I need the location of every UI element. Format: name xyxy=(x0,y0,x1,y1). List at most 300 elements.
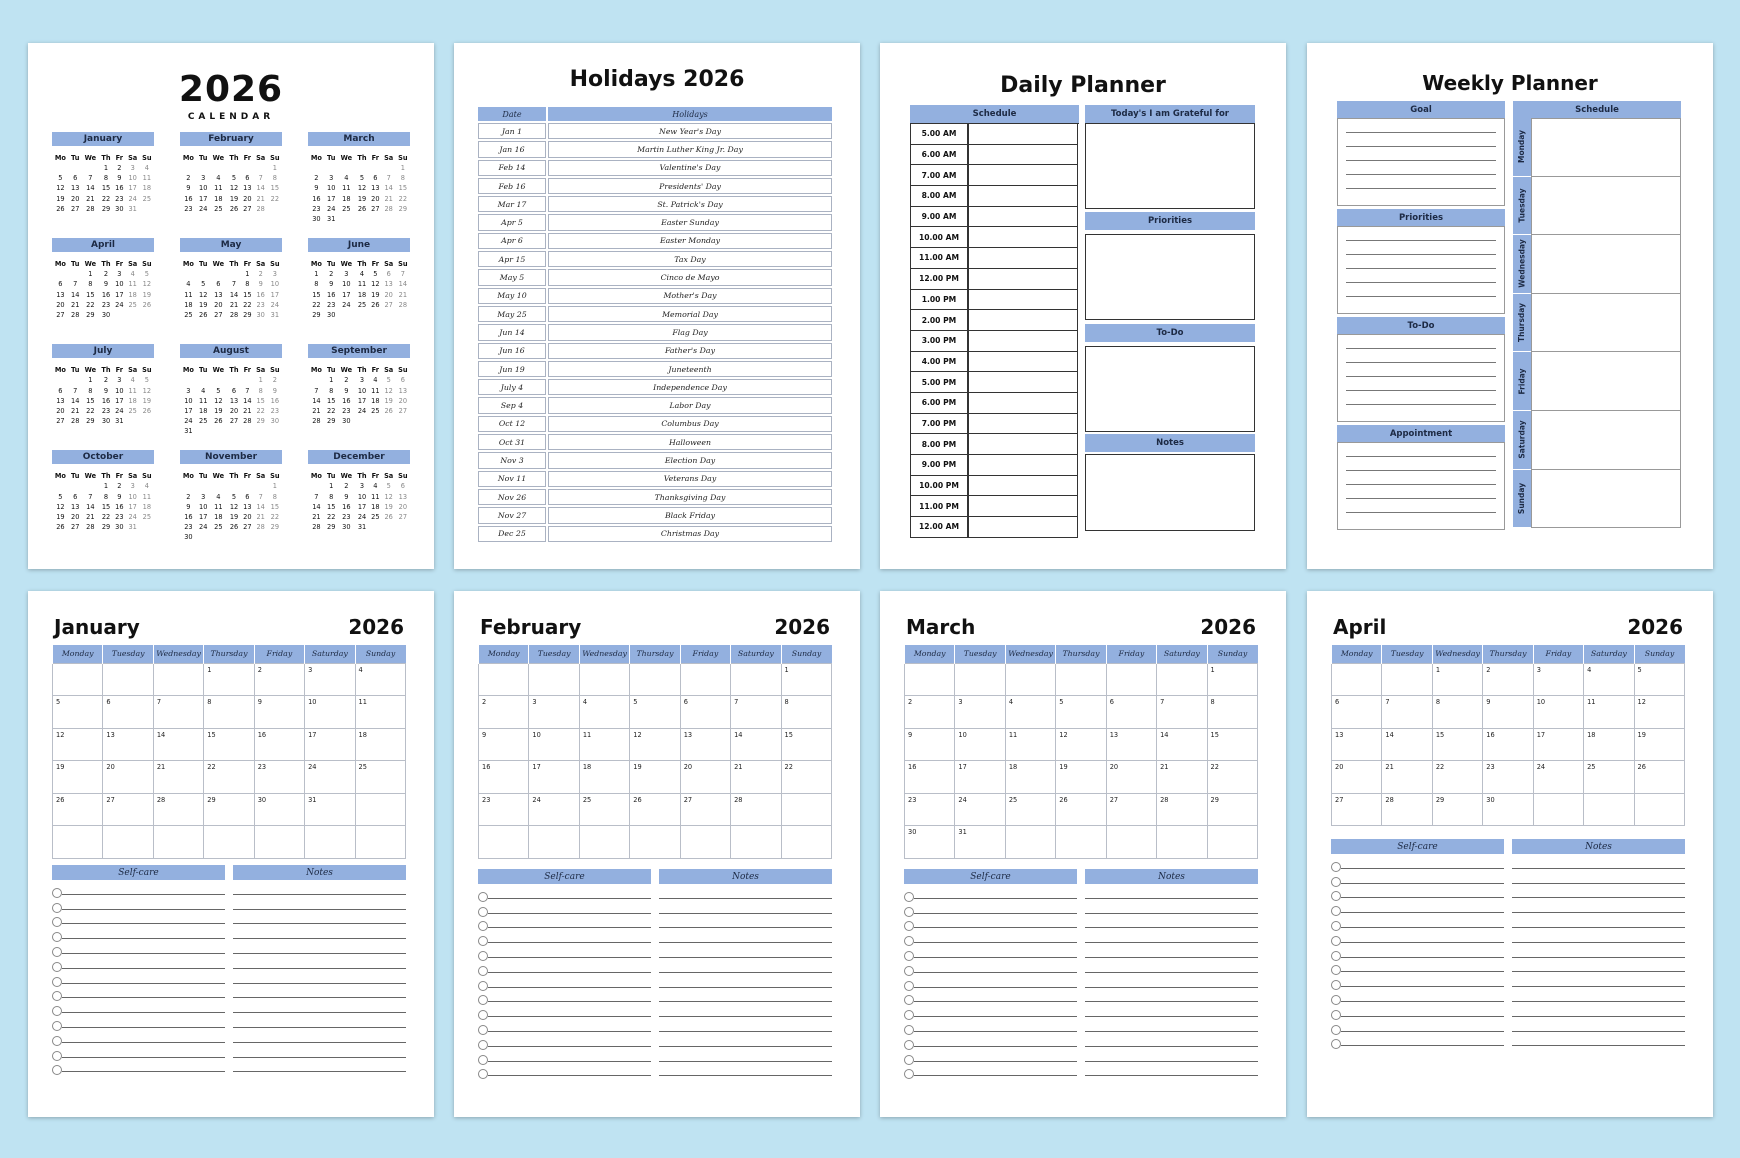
notes-line[interactable] xyxy=(1085,958,1258,973)
day-cell[interactable]: 3 xyxy=(955,696,1005,729)
notes-line[interactable] xyxy=(659,973,832,988)
day-cell[interactable] xyxy=(1584,793,1634,826)
day-cell[interactable]: 30 xyxy=(905,826,955,859)
schedule-slot[interactable] xyxy=(968,310,1078,331)
day-cell[interactable]: 4 xyxy=(355,663,405,696)
day-cell[interactable]: 7 xyxy=(1382,696,1432,729)
day-cell[interactable]: 9 xyxy=(1483,696,1533,729)
notes-line[interactable] xyxy=(1085,1017,1258,1032)
notes-line[interactable] xyxy=(1085,973,1258,988)
day-cell[interactable]: 12 xyxy=(53,728,103,761)
day-cell[interactable]: 29 xyxy=(1207,793,1257,826)
day-cell[interactable] xyxy=(254,826,304,859)
selfcare-line[interactable] xyxy=(1341,972,1504,987)
selfcare-line[interactable] xyxy=(488,914,651,929)
notes-line[interactable] xyxy=(1085,914,1258,929)
day-cell[interactable]: 11 xyxy=(579,728,629,761)
schedule-slot[interactable] xyxy=(968,517,1078,538)
notes-line[interactable] xyxy=(659,914,832,929)
day-cell[interactable]: 27 xyxy=(680,793,730,826)
notes-line[interactable] xyxy=(233,910,406,925)
selfcare-line[interactable] xyxy=(914,1062,1077,1077)
priorities-box[interactable] xyxy=(1085,234,1255,320)
notes-line[interactable] xyxy=(659,1062,832,1077)
day-cell[interactable] xyxy=(529,663,579,696)
day-cell[interactable]: 29 xyxy=(204,793,254,826)
day-cell[interactable]: 20 xyxy=(1106,761,1156,794)
notes-line[interactable] xyxy=(1085,884,1258,899)
day-cell[interactable]: 1 xyxy=(1432,663,1482,696)
selfcare-line[interactable] xyxy=(62,969,225,984)
day-cell[interactable] xyxy=(1207,826,1257,859)
day-cell[interactable] xyxy=(204,826,254,859)
notes-line[interactable] xyxy=(1512,1017,1685,1032)
notes-line[interactable] xyxy=(1512,1002,1685,1017)
selfcare-line[interactable] xyxy=(1341,987,1504,1002)
weekly-day-box[interactable] xyxy=(1531,411,1681,470)
day-cell[interactable]: 27 xyxy=(1106,793,1156,826)
day-cell[interactable]: 26 xyxy=(1634,761,1684,794)
day-cell[interactable]: 18 xyxy=(1005,761,1055,794)
day-cell[interactable]: 14 xyxy=(731,728,781,761)
day-cell[interactable]: 3 xyxy=(305,663,355,696)
day-cell[interactable]: 10 xyxy=(305,696,355,729)
day-cell[interactable] xyxy=(529,826,579,859)
day-cell[interactable] xyxy=(1533,793,1583,826)
schedule-slot[interactable] xyxy=(968,434,1078,455)
schedule-slot[interactable] xyxy=(968,186,1078,207)
day-cell[interactable]: 23 xyxy=(905,793,955,826)
selfcare-line[interactable] xyxy=(62,880,225,895)
day-cell[interactable]: 22 xyxy=(204,761,254,794)
day-cell[interactable]: 25 xyxy=(1005,793,1055,826)
selfcare-line[interactable] xyxy=(62,998,225,1013)
day-cell[interactable] xyxy=(305,826,355,859)
day-cell[interactable]: 13 xyxy=(680,728,730,761)
weekly-day-box[interactable] xyxy=(1531,470,1681,529)
selfcare-line[interactable] xyxy=(488,943,651,958)
notes-line[interactable] xyxy=(1512,958,1685,973)
day-cell[interactable]: 1 xyxy=(204,663,254,696)
day-cell[interactable] xyxy=(479,663,529,696)
selfcare-line[interactable] xyxy=(1341,854,1504,869)
notes-line[interactable] xyxy=(1085,988,1258,1003)
notes-box[interactable] xyxy=(1085,454,1255,531)
day-cell[interactable]: 16 xyxy=(479,761,529,794)
day-cell[interactable]: 5 xyxy=(1634,663,1684,696)
day-cell[interactable] xyxy=(731,663,781,696)
day-cell[interactable] xyxy=(355,826,405,859)
weekly-day-box[interactable] xyxy=(1531,235,1681,294)
selfcare-line[interactable] xyxy=(914,1032,1077,1047)
day-cell[interactable] xyxy=(1157,826,1207,859)
day-cell[interactable]: 15 xyxy=(1432,728,1482,761)
notes-line[interactable] xyxy=(233,880,406,895)
selfcare-line[interactable] xyxy=(1341,943,1504,958)
weekly-day-box[interactable] xyxy=(1531,118,1681,177)
day-cell[interactable]: 2 xyxy=(479,696,529,729)
day-cell[interactable]: 31 xyxy=(305,793,355,826)
day-cell[interactable]: 29 xyxy=(1432,793,1482,826)
day-cell[interactable]: 13 xyxy=(1106,728,1156,761)
day-cell[interactable] xyxy=(1382,663,1432,696)
day-cell[interactable]: 15 xyxy=(781,728,831,761)
notes-line[interactable] xyxy=(1512,913,1685,928)
day-cell[interactable] xyxy=(680,826,730,859)
day-cell[interactable]: 3 xyxy=(529,696,579,729)
day-cell[interactable] xyxy=(1157,663,1207,696)
notes-line[interactable] xyxy=(233,998,406,1013)
notes-line[interactable] xyxy=(1085,1002,1258,1017)
selfcare-line[interactable] xyxy=(488,1062,651,1077)
notes-line[interactable] xyxy=(659,899,832,914)
notes-line[interactable] xyxy=(233,1028,406,1043)
notes-line[interactable] xyxy=(659,1047,832,1062)
schedule-slot[interactable] xyxy=(968,331,1078,352)
notes-line[interactable] xyxy=(659,1017,832,1032)
day-cell[interactable]: 9 xyxy=(479,728,529,761)
day-cell[interactable]: 11 xyxy=(1584,696,1634,729)
notes-line[interactable] xyxy=(233,1013,406,1028)
selfcare-line[interactable] xyxy=(1341,928,1504,943)
day-cell[interactable]: 3 xyxy=(1533,663,1583,696)
selfcare-line[interactable] xyxy=(914,988,1077,1003)
selfcare-line[interactable] xyxy=(914,914,1077,929)
day-cell[interactable]: 17 xyxy=(529,761,579,794)
day-cell[interactable] xyxy=(1005,826,1055,859)
day-cell[interactable]: 17 xyxy=(305,728,355,761)
selfcare-line[interactable] xyxy=(62,939,225,954)
notes-line[interactable] xyxy=(1512,972,1685,987)
selfcare-line[interactable] xyxy=(914,958,1077,973)
day-cell[interactable]: 20 xyxy=(103,761,153,794)
day-cell[interactable] xyxy=(955,663,1005,696)
day-cell[interactable] xyxy=(53,826,103,859)
day-cell[interactable]: 19 xyxy=(630,761,680,794)
selfcare-line[interactable] xyxy=(62,1058,225,1073)
goal-box[interactable] xyxy=(1337,118,1505,206)
day-cell[interactable] xyxy=(1332,663,1382,696)
selfcare-line[interactable] xyxy=(488,1047,651,1062)
selfcare-line[interactable] xyxy=(488,1032,651,1047)
notes-line[interactable] xyxy=(1512,898,1685,913)
day-cell[interactable]: 23 xyxy=(1483,761,1533,794)
day-cell[interactable] xyxy=(153,826,203,859)
selfcare-line[interactable] xyxy=(62,984,225,999)
day-cell[interactable]: 11 xyxy=(1005,728,1055,761)
day-cell[interactable]: 24 xyxy=(1533,761,1583,794)
day-cell[interactable]: 2 xyxy=(254,663,304,696)
selfcare-line[interactable] xyxy=(488,973,651,988)
day-cell[interactable]: 22 xyxy=(1432,761,1482,794)
day-cell[interactable]: 12 xyxy=(630,728,680,761)
notes-line[interactable] xyxy=(1085,928,1258,943)
day-cell[interactable] xyxy=(1106,663,1156,696)
schedule-slot[interactable] xyxy=(968,455,1078,476)
notes-line[interactable] xyxy=(233,969,406,984)
day-cell[interactable] xyxy=(1106,826,1156,859)
day-cell[interactable]: 13 xyxy=(1332,728,1382,761)
notes-line[interactable] xyxy=(1085,1062,1258,1077)
day-cell[interactable]: 12 xyxy=(1056,728,1106,761)
day-cell[interactable]: 2 xyxy=(905,696,955,729)
day-cell[interactable] xyxy=(579,826,629,859)
day-cell[interactable]: 7 xyxy=(731,696,781,729)
schedule-slot[interactable] xyxy=(968,496,1078,517)
day-cell[interactable] xyxy=(1056,826,1106,859)
day-cell[interactable]: 16 xyxy=(1483,728,1533,761)
day-cell[interactable] xyxy=(153,663,203,696)
day-cell[interactable]: 1 xyxy=(1207,663,1257,696)
day-cell[interactable]: 25 xyxy=(355,761,405,794)
notes-line[interactable] xyxy=(1085,899,1258,914)
selfcare-line[interactable] xyxy=(914,884,1077,899)
day-cell[interactable]: 20 xyxy=(1332,761,1382,794)
weekly-day-box[interactable] xyxy=(1531,352,1681,411)
day-cell[interactable]: 6 xyxy=(1332,696,1382,729)
notes-line[interactable] xyxy=(659,1032,832,1047)
day-cell[interactable]: 28 xyxy=(1157,793,1207,826)
schedule-slot[interactable] xyxy=(968,393,1078,414)
day-cell[interactable]: 26 xyxy=(53,793,103,826)
day-cell[interactable]: 21 xyxy=(1157,761,1207,794)
day-cell[interactable]: 24 xyxy=(955,793,1005,826)
selfcare-line[interactable] xyxy=(1341,869,1504,884)
selfcare-line[interactable] xyxy=(914,928,1077,943)
selfcare-line[interactable] xyxy=(62,1043,225,1058)
day-cell[interactable] xyxy=(1634,793,1684,826)
day-cell[interactable]: 21 xyxy=(153,761,203,794)
day-cell[interactable]: 28 xyxy=(153,793,203,826)
day-cell[interactable] xyxy=(630,663,680,696)
selfcare-line[interactable] xyxy=(1341,958,1504,973)
selfcare-line[interactable] xyxy=(62,954,225,969)
selfcare-line[interactable] xyxy=(914,943,1077,958)
notes-line[interactable] xyxy=(233,924,406,939)
notes-line[interactable] xyxy=(659,928,832,943)
day-cell[interactable]: 19 xyxy=(1634,728,1684,761)
todo-box[interactable] xyxy=(1085,346,1255,432)
day-cell[interactable]: 9 xyxy=(254,696,304,729)
day-cell[interactable] xyxy=(53,663,103,696)
weekly-day-box[interactable] xyxy=(1531,177,1681,236)
day-cell[interactable] xyxy=(355,793,405,826)
day-cell[interactable]: 5 xyxy=(53,696,103,729)
notes-line[interactable] xyxy=(1512,854,1685,869)
selfcare-line[interactable] xyxy=(914,1017,1077,1032)
day-cell[interactable]: 27 xyxy=(1332,793,1382,826)
day-cell[interactable]: 24 xyxy=(305,761,355,794)
selfcare-line[interactable] xyxy=(488,988,651,1003)
day-cell[interactable]: 14 xyxy=(153,728,203,761)
day-cell[interactable]: 8 xyxy=(204,696,254,729)
notes-line[interactable] xyxy=(659,1002,832,1017)
day-cell[interactable]: 5 xyxy=(1056,696,1106,729)
selfcare-line[interactable] xyxy=(914,973,1077,988)
day-cell[interactable] xyxy=(630,826,680,859)
schedule-slot[interactable] xyxy=(968,227,1078,248)
day-cell[interactable]: 13 xyxy=(103,728,153,761)
schedule-slot[interactable] xyxy=(968,269,1078,290)
day-cell[interactable] xyxy=(1005,663,1055,696)
selfcare-line[interactable] xyxy=(488,928,651,943)
day-cell[interactable]: 21 xyxy=(1382,761,1432,794)
day-cell[interactable]: 11 xyxy=(355,696,405,729)
notes-line[interactable] xyxy=(233,1043,406,1058)
selfcare-line[interactable] xyxy=(1341,884,1504,899)
schedule-slot[interactable] xyxy=(968,124,1078,145)
notes-line[interactable] xyxy=(1085,943,1258,958)
selfcare-line[interactable] xyxy=(1341,1002,1504,1017)
day-cell[interactable]: 19 xyxy=(53,761,103,794)
notes-line[interactable] xyxy=(659,943,832,958)
schedule-slot[interactable] xyxy=(968,290,1078,311)
day-cell[interactable]: 19 xyxy=(1056,761,1106,794)
weekly-todo-box[interactable] xyxy=(1337,334,1505,422)
day-cell[interactable]: 18 xyxy=(1584,728,1634,761)
day-cell[interactable]: 22 xyxy=(1207,761,1257,794)
weekly-day-box[interactable] xyxy=(1531,294,1681,353)
notes-line[interactable] xyxy=(1512,869,1685,884)
day-cell[interactable]: 28 xyxy=(1382,793,1432,826)
day-cell[interactable]: 8 xyxy=(781,696,831,729)
notes-line[interactable] xyxy=(1512,884,1685,899)
day-cell[interactable]: 15 xyxy=(1207,728,1257,761)
day-cell[interactable] xyxy=(479,826,529,859)
selfcare-line[interactable] xyxy=(1341,1017,1504,1032)
selfcare-line[interactable] xyxy=(1341,1032,1504,1047)
day-cell[interactable] xyxy=(781,826,831,859)
selfcare-line[interactable] xyxy=(488,1017,651,1032)
schedule-slot[interactable] xyxy=(968,248,1078,269)
selfcare-line[interactable] xyxy=(62,1028,225,1043)
day-cell[interactable]: 7 xyxy=(1157,696,1207,729)
day-cell[interactable]: 21 xyxy=(731,761,781,794)
day-cell[interactable] xyxy=(781,793,831,826)
day-cell[interactable]: 2 xyxy=(1483,663,1533,696)
day-cell[interactable]: 4 xyxy=(579,696,629,729)
day-cell[interactable] xyxy=(103,663,153,696)
notes-line[interactable] xyxy=(233,1058,406,1073)
notes-line[interactable] xyxy=(659,958,832,973)
selfcare-line[interactable] xyxy=(62,1013,225,1028)
day-cell[interactable]: 10 xyxy=(1533,696,1583,729)
schedule-slot[interactable] xyxy=(968,352,1078,373)
day-cell[interactable] xyxy=(731,826,781,859)
day-cell[interactable] xyxy=(103,826,153,859)
day-cell[interactable]: 27 xyxy=(103,793,153,826)
notes-line[interactable] xyxy=(233,984,406,999)
appointment-box[interactable] xyxy=(1337,442,1505,530)
day-cell[interactable]: 31 xyxy=(955,826,1005,859)
day-cell[interactable]: 4 xyxy=(1584,663,1634,696)
schedule-slot[interactable] xyxy=(968,145,1078,166)
day-cell[interactable]: 9 xyxy=(905,728,955,761)
day-cell[interactable]: 26 xyxy=(1056,793,1106,826)
day-cell[interactable]: 8 xyxy=(1432,696,1482,729)
day-cell[interactable]: 30 xyxy=(254,793,304,826)
selfcare-line[interactable] xyxy=(1341,913,1504,928)
day-cell[interactable]: 17 xyxy=(955,761,1005,794)
notes-line[interactable] xyxy=(233,954,406,969)
notes-line[interactable] xyxy=(1085,1032,1258,1047)
day-cell[interactable]: 16 xyxy=(254,728,304,761)
schedule-slot[interactable] xyxy=(968,414,1078,435)
notes-line[interactable] xyxy=(1085,1047,1258,1062)
day-cell[interactable]: 14 xyxy=(1157,728,1207,761)
notes-line[interactable] xyxy=(233,895,406,910)
day-cell[interactable]: 7 xyxy=(153,696,203,729)
day-cell[interactable]: 8 xyxy=(1207,696,1257,729)
schedule-slot[interactable] xyxy=(968,165,1078,186)
day-cell[interactable]: 10 xyxy=(529,728,579,761)
notes-line[interactable] xyxy=(659,884,832,899)
day-cell[interactable]: 16 xyxy=(905,761,955,794)
selfcare-line[interactable] xyxy=(914,899,1077,914)
day-cell[interactable]: 12 xyxy=(1634,696,1684,729)
day-cell[interactable]: 5 xyxy=(630,696,680,729)
day-cell[interactable]: 15 xyxy=(204,728,254,761)
day-cell[interactable]: 4 xyxy=(1005,696,1055,729)
selfcare-line[interactable] xyxy=(488,899,651,914)
selfcare-line[interactable] xyxy=(62,895,225,910)
selfcare-line[interactable] xyxy=(914,1047,1077,1062)
day-cell[interactable]: 18 xyxy=(355,728,405,761)
selfcare-line[interactable] xyxy=(62,910,225,925)
selfcare-line[interactable] xyxy=(488,958,651,973)
day-cell[interactable]: 6 xyxy=(680,696,730,729)
day-cell[interactable]: 23 xyxy=(479,793,529,826)
day-cell[interactable]: 6 xyxy=(103,696,153,729)
day-cell[interactable]: 24 xyxy=(529,793,579,826)
selfcare-line[interactable] xyxy=(488,884,651,899)
schedule-slot[interactable] xyxy=(968,476,1078,497)
day-cell[interactable]: 30 xyxy=(1483,793,1533,826)
notes-line[interactable] xyxy=(1512,987,1685,1002)
day-cell[interactable]: 28 xyxy=(731,793,781,826)
day-cell[interactable] xyxy=(905,663,955,696)
day-cell[interactable]: 20 xyxy=(680,761,730,794)
selfcare-line[interactable] xyxy=(62,924,225,939)
schedule-slot[interactable] xyxy=(968,207,1078,228)
day-cell[interactable] xyxy=(579,663,629,696)
selfcare-line[interactable] xyxy=(914,1002,1077,1017)
weekly-priorities-box[interactable] xyxy=(1337,226,1505,314)
grateful-box[interactable] xyxy=(1085,123,1255,209)
day-cell[interactable]: 17 xyxy=(1533,728,1583,761)
day-cell[interactable]: 10 xyxy=(955,728,1005,761)
day-cell[interactable]: 14 xyxy=(1382,728,1432,761)
day-cell[interactable]: 25 xyxy=(579,793,629,826)
day-cell[interactable]: 23 xyxy=(254,761,304,794)
day-cell[interactable]: 25 xyxy=(1584,761,1634,794)
day-cell[interactable]: 18 xyxy=(579,761,629,794)
notes-line[interactable] xyxy=(1512,928,1685,943)
notes-line[interactable] xyxy=(1512,1032,1685,1047)
day-cell[interactable]: 26 xyxy=(630,793,680,826)
day-cell[interactable]: 6 xyxy=(1106,696,1156,729)
notes-line[interactable] xyxy=(1512,943,1685,958)
day-cell[interactable] xyxy=(680,663,730,696)
selfcare-line[interactable] xyxy=(488,1002,651,1017)
day-cell[interactable]: 22 xyxy=(781,761,831,794)
day-cell[interactable] xyxy=(1056,663,1106,696)
notes-line[interactable] xyxy=(233,939,406,954)
schedule-slot[interactable] xyxy=(968,372,1078,393)
notes-line[interactable] xyxy=(659,988,832,1003)
selfcare-line[interactable] xyxy=(1341,898,1504,913)
day-cell[interactable]: 1 xyxy=(781,663,831,696)
